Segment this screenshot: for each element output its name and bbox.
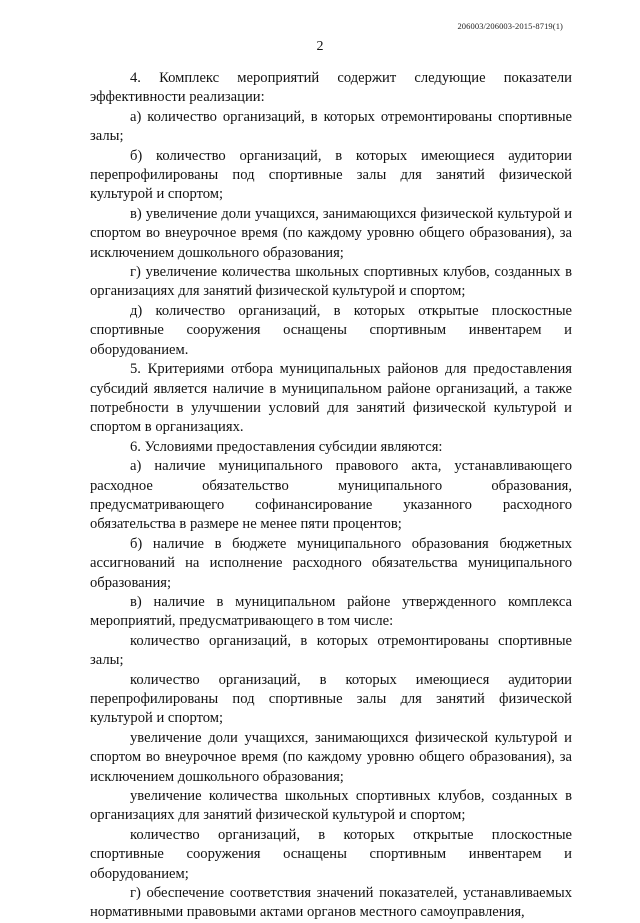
paragraph-4a: а) количество организаций, в которых отремонтированы спортивные залы; (90, 108, 572, 145)
paragraph-5-criteria: 5. Критериями отбора муниципальных районов для предоставления субсидий является наличие в муниципальном районе организаций, а также потребности в улучшении условий для занятий физической культурой и спортом в организациях. (90, 361, 572, 436)
paragraph-4v: в) увеличение доли учащихся, занимающихся физической культурой и спортом во внеурочное время (по каждому уровню общего образования), за исключением дошкольного образования; (90, 205, 572, 261)
paragraph-6-conditions: 6. Условиями предоставления субсидии являются: (130, 438, 443, 455)
paragraph-6a: а) наличие муниципального правового акта, устанавливающего расходное обязательство муниципального образования, предусматривающего софинансирование указанного расходного обязательства в размере не менее пяти процентов; (90, 458, 572, 533)
paragraph-6g: г) обеспечение соответствия значений показателей, устанавливаемых нормативными правовыми актами органов местного самоуправления, (90, 885, 572, 921)
document-body (90, 69, 572, 923)
page-number: 2 (316, 39, 324, 54)
paragraph-4d: д) количество организаций, в которых открытые плоскостные спортивные сооружения оснащены спортивным инвентарем и оборудованием. (90, 302, 572, 358)
list-item-outdoor-facilities: количество организаций, в которых открытые плоскостные спортивные сооружения оснащены спортивным инвентарем и оборудованием; (90, 826, 572, 882)
list-item-converted-classrooms: количество организаций, в которых имеющиеся аудитории перепрофилированы под спортивные залы для занятий физической культурой и спортом; (90, 671, 572, 727)
paragraph-4g: г) увеличение количества школьных спортивных клубов, созданных в организациях для занятий физической культурой и спортом; (90, 264, 572, 300)
paragraph-6b: б) наличие в бюджете муниципального образования бюджетных ассигнований на исполнение расходного обязательства муниципального образования; (90, 535, 572, 591)
document-id: 206003/206003-2015-8719(1) (457, 21, 563, 31)
paragraph-4b: б) количество организаций, в которых имеющиеся аудитории перепрофилированы под спортивные залы для занятий физической культурой и спортом; (90, 147, 572, 203)
list-item-repaired-halls: количество организаций, в которых отремонтированы спортивные залы; (90, 632, 572, 669)
paragraph-6v: в) наличие в муниципальном районе утвержденного комплекса мероприятий, предусматривающего в том числе: (90, 593, 572, 630)
paragraph-4-indicators: 4. Комплекс мероприятий содержит следующие показатели эффективности реализации: (90, 70, 572, 106)
list-item-student-share: увеличение доли учащихся, занимающихся физической культурой и спортом во внеурочное время (по каждому уровню общего образования), за исключением дошкольного образования; (90, 729, 572, 785)
list-item-sports-clubs: увеличение количества школьных спортивных клубов, созданных в организациях для занятий физической культурой и спортом; (90, 788, 572, 824)
